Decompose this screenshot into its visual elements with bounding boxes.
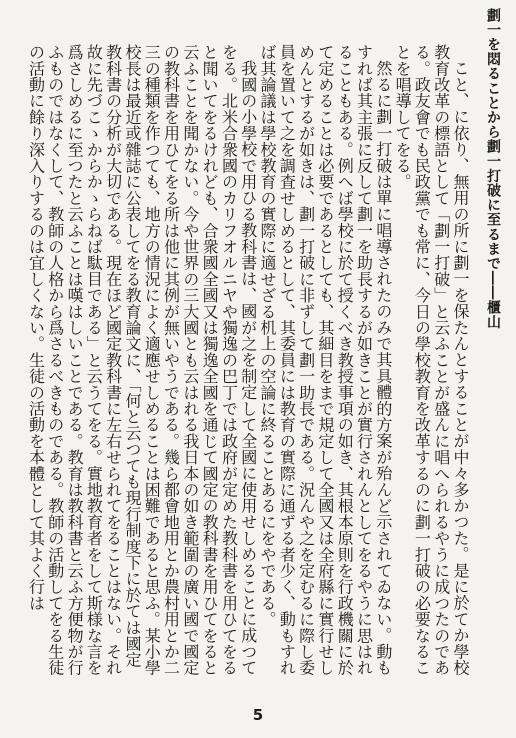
paragraph: こと、に依り、無用の所に劃一を保たんとすることが中々多かつた。是に於てか學校教育改革の標語として「劃一打破」と云ふことが盛んに唱へられるやうに成つたのである。政友會でも民政黨でも常に、今日の學校教育を改革するのに劃一打破の必要なることを唱導してをる。 <box>393 44 470 676</box>
paragraph: 然るに劃一打破は單に唱導されたのみで其具體的方案が殆んど示されてゐない。動もすれば其主張に反して劃一を助長するが如きことが實行されんとしてをるやうに思はれることもある。例へば學校に於て授くべき教授事項の如き、其根本原則を行政機關に於て定めることは必要であるとしても、其細目をまで規定して全國又は全府縣に實行せしめんとするが如きは、劃一打破に非ずして劃一助長である。況んや之を定むるに際し委員を置いて之を調査せしめるとして、其委員には教育の實際に通ずる者少く、動もすれば其論議は學校教育の實際に適せざる机上の空論に終ることあるにをやである。 <box>258 44 393 676</box>
running-head: 劃一を悶ることから劃一打破に至るまで――櫃山 <box>485 8 501 330</box>
body-text <box>14 44 470 676</box>
paragraph: 我國の小學校で用ひる教科書は、國が之を制定して全國に使用せしめることに成つてをる。北米合衆國のカリフオルニヤや獨逸の巴丁では政府が定めた教科書を用ひてをると聞いてをるけれども、合衆國全國又は獨逸全國を通じて國定の教科書を用ひてをると云ふことを聞かない。今や世界の三大國とも云はれる我日本の如き範圍の廣い國で國定の教科書を用ひてをる所は他に其例が無いやうである。幾ら都會地用とか農村用とか二三の種類を作つても、地方の情況によく適應せしめることは困難であると思ふ。某小學校長は最近或雜誌に公表してをる教育論文に、「何と云つても現行制度下に於ては國定教科書の分析が大切である。現在ほど國定教科書に左右せられてをることはない。それ故に先づこゝからかゝらねば駄目である」と云うてをる。實地教育者をして斯様な言を爲さしめるに至つたと云ふことは嘆はしいことである。教育は教科書と云ふ方便物が行ふものではなくして、教師の人格から爲さるべきものである。教師の活動してをる生徒の活動に餘り深入りするのは宜しくない。生徒の活動を本體として其よく行は <box>26 44 258 676</box>
page-number: 5 <box>252 706 264 724</box>
